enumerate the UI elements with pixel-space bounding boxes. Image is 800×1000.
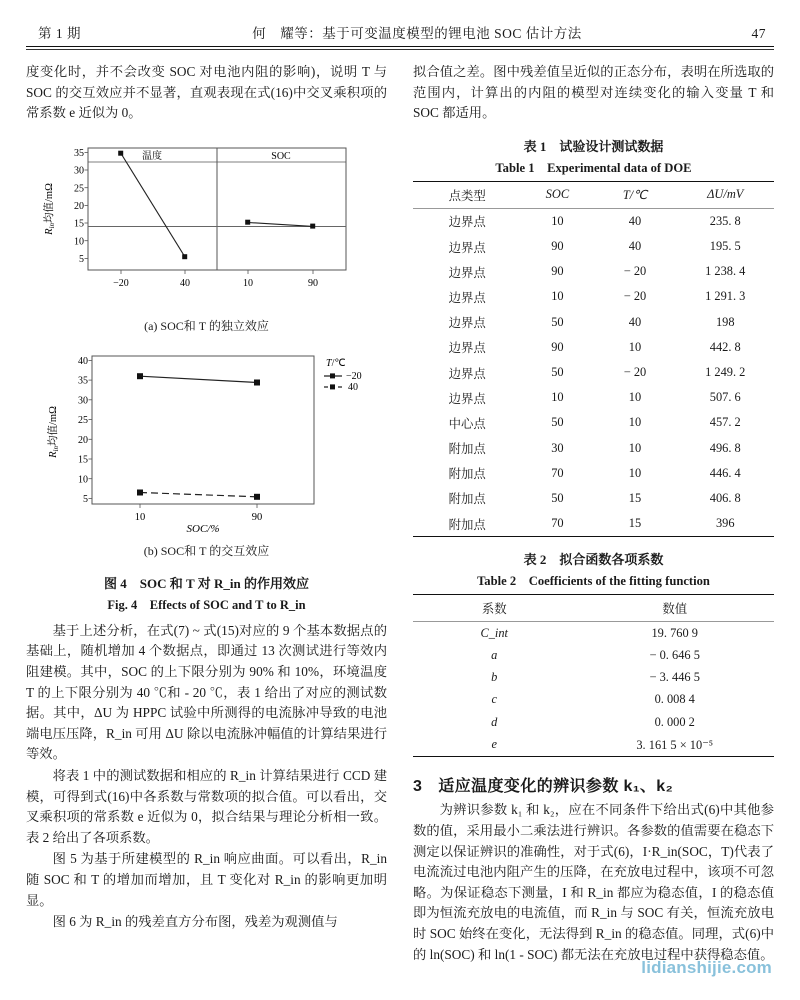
cell-coefficient: e xyxy=(413,733,575,757)
cell-du: 1 291. 3 xyxy=(705,289,746,304)
svg-text:20: 20 xyxy=(78,434,88,446)
svg-text:90: 90 xyxy=(308,277,318,289)
x-tick-marks-b xyxy=(140,504,257,508)
cell-temp: 40 xyxy=(628,314,642,329)
data-point xyxy=(310,223,315,228)
svg-text:25: 25 xyxy=(78,414,88,426)
table-1-col-soc: SOC xyxy=(521,181,593,208)
cell-point-type: 附加点 xyxy=(413,511,521,537)
data-point xyxy=(254,379,260,385)
cell-soc: 50 xyxy=(551,490,564,505)
cell-du: 1 249. 2 xyxy=(705,365,746,379)
table-row xyxy=(413,435,774,460)
cell-coefficient: c xyxy=(491,692,497,707)
figure-4b xyxy=(26,344,387,559)
x-axis-label-b: SOC/% xyxy=(186,522,220,534)
data-point xyxy=(137,373,143,379)
table-row xyxy=(413,335,774,360)
x-tick-marks xyxy=(121,270,313,274)
cell-temp: 40 xyxy=(628,239,642,254)
cell-point-type: 边界点 xyxy=(448,240,486,255)
figure-4a-caption: (a) SOC和 T 的独立效应 xyxy=(144,318,269,333)
page-number: 47 xyxy=(751,26,766,41)
table-2-header-row xyxy=(413,595,774,622)
article-running-title: 何 耀等：基于可变温度模型的锂电池 SOC 估计方法 xyxy=(252,26,582,41)
interaction-svg xyxy=(26,344,374,534)
legend-entry-minus20 xyxy=(324,371,362,382)
section-3-heading xyxy=(413,773,774,796)
table-row xyxy=(413,310,774,335)
svg-text:35: 35 xyxy=(74,147,84,159)
cell-du: 198 xyxy=(715,314,735,329)
paragraph-parameter-identification: 为辨识参数 k₁ 和 k₂，应在不同条件下给出式(6)中其他参数的值，采用最小二乘法进行辨识。各参数的值需要在稳态下测定以保证辨识的准确性，对于式(6)，I·R_in(SOC，T)代表了电流流过电池内阻产生的压降，在充放电过程中，该项不可忽略。为保证稳态下测量，I 和 R_in 都应为稳态值，I 的稳态值即为恒流充放电的电流值，而 R_in 与 SOC 有关，恒流充放电时 SOC 始终在变化，无法得到 R_in 的稳态值。同理，式(6)中的 ln(SOC) 和 ln(1 - SOC) 都无法在充放电过程中获得稳态值。 xyxy=(413,802,774,962)
svg-text:−20: −20 xyxy=(113,277,129,289)
cell-point-type: 边界点 xyxy=(448,341,486,356)
cell-temp: 10 xyxy=(628,339,642,354)
cell-coefficient: d xyxy=(491,714,498,729)
table-row xyxy=(413,360,774,385)
svg-text:10: 10 xyxy=(243,277,253,289)
cell-temp: 15 xyxy=(593,511,676,537)
cell-soc: 90 xyxy=(551,339,564,354)
table-2-body xyxy=(413,622,774,757)
table-2-col-value: 数值 xyxy=(575,595,774,622)
table-2-col-coefficient: 系数 xyxy=(413,595,575,622)
cell-temp: − 20 xyxy=(623,365,647,379)
y-tick-marks xyxy=(85,152,89,258)
two-column-layout xyxy=(26,62,774,966)
table-2-caption-cn: 表 2 拟合函数各项系数 xyxy=(523,552,664,568)
cell-du: 457. 2 xyxy=(709,415,741,430)
left-column xyxy=(26,62,387,966)
main-effects-chart xyxy=(26,134,387,314)
table-row xyxy=(413,622,774,645)
y-axis-label-b: Rin均值/mΩ xyxy=(48,405,60,458)
cell-soc: 50 xyxy=(551,365,564,379)
cell-value: − 3. 446 5 xyxy=(649,670,700,685)
table-1 xyxy=(413,181,774,537)
issue-label: 第 1 期 xyxy=(38,26,81,41)
svg-text:90: 90 xyxy=(251,511,263,523)
cell-soc: 10 xyxy=(551,390,564,405)
section-3-title: 适应温度变化的辨识参数 k₁、k₂ xyxy=(438,778,674,796)
table-row xyxy=(413,511,774,537)
series-temperature xyxy=(121,153,185,257)
data-point xyxy=(182,254,187,259)
table-row xyxy=(413,208,774,234)
cell-temp: 10 xyxy=(628,415,642,430)
y-axis-ticks-b xyxy=(78,356,88,505)
svg-text:40: 40 xyxy=(78,355,88,367)
svg-text:−20: −20 xyxy=(346,370,362,382)
y-axis-label: Rin均值/mΩ xyxy=(44,182,56,235)
cell-du: 396 xyxy=(677,511,775,537)
panel-title-soc: SOC xyxy=(271,150,291,162)
cell-coefficient: b xyxy=(491,670,498,685)
svg-text:10: 10 xyxy=(134,511,146,523)
main-effects-svg xyxy=(26,134,366,309)
svg-text:10: 10 xyxy=(74,236,84,248)
figure-4-number-en: Fig. 4 Effects of SOC and T to R_in xyxy=(107,597,306,612)
svg-text:40: 40 xyxy=(180,277,190,289)
svg-text:15: 15 xyxy=(78,454,88,466)
cell-point-type: 边界点 xyxy=(448,290,486,305)
paragraph-continued: 度变化时，并不会改变 SOC 对电池内阻的影响)，说明 T 与 SOC 的交互效应并不显著，直观表现在式(16)中交叉乘积项的常系数 e 近似为 0。 xyxy=(26,64,387,121)
data-point xyxy=(254,494,260,500)
figure-4b-caption: (b) SOC和 T 的交互效应 xyxy=(143,543,270,558)
cell-du: 406. 8 xyxy=(709,490,741,505)
svg-text:30: 30 xyxy=(78,395,88,407)
cell-temp: 10 xyxy=(628,465,642,480)
svg-text:25: 25 xyxy=(74,183,84,195)
data-point xyxy=(245,219,250,224)
table-1-body xyxy=(413,208,774,536)
cell-soc: 90 xyxy=(551,239,564,254)
cell-value: 0. 008 4 xyxy=(654,692,695,707)
legend-title: T/℃ xyxy=(326,357,346,369)
cell-coefficient: C_int xyxy=(480,625,508,640)
cell-temp: 40 xyxy=(628,213,642,228)
cell-point-type: 附加点 xyxy=(448,467,486,482)
svg-text:40: 40 xyxy=(348,381,358,393)
cell-du: 1 238. 4 xyxy=(705,264,746,279)
legend-entry-40 xyxy=(324,382,358,393)
cell-temp: − 20 xyxy=(623,264,647,279)
series-soc xyxy=(248,222,313,226)
paragraph-response-surface: 图 5 为基于所建模型的 R_in 响应曲面。可以看出，R_in 随 SOC 和 T 的增加而增加，且 T 变化对 R_in 的影响更加明显。 xyxy=(26,851,387,908)
table-row xyxy=(413,284,774,309)
table-1-header-row xyxy=(413,181,774,208)
cell-temp: 15 xyxy=(628,490,642,505)
cell-temp: 10 xyxy=(628,390,642,405)
cell-value: 0. 000 2 xyxy=(654,714,695,729)
svg-text:20: 20 xyxy=(74,200,84,212)
figure-4-number-cn: 图 4 SOC 和 T 对 R_in 的作用效应 xyxy=(104,575,309,591)
table-row xyxy=(413,486,774,511)
table-row xyxy=(413,259,774,284)
table-row xyxy=(413,385,774,410)
cell-du: 496. 8 xyxy=(709,440,741,455)
svg-text:5: 5 xyxy=(83,493,88,505)
cell-du: 446. 4 xyxy=(709,465,741,480)
cell-point-type: 边界点 xyxy=(448,366,486,381)
series-40 xyxy=(140,492,257,496)
cell-soc: 10 xyxy=(551,289,564,304)
header-divider xyxy=(26,46,774,50)
paragraph-ccd-model: 将表 1 中的测试数据和相应的 R_in 计算结果进行 CCD 建模，可得到式(16)中各系数与常数项的拟合值。可以看出，交叉乘积项的常系数 e 近似为 0，拟合结果与理论分析相一致。表 2 给出了各项系数。 xyxy=(26,767,387,845)
cell-point-type: 边界点 xyxy=(448,215,486,230)
cell-soc: 90 xyxy=(551,264,564,279)
cell-soc: 50 xyxy=(551,415,564,430)
cell-temp: 10 xyxy=(628,440,642,455)
cell-point-type: 中心点 xyxy=(448,416,486,431)
cell-du: 442. 8 xyxy=(709,339,741,354)
data-point xyxy=(118,150,123,155)
table-2 xyxy=(413,594,774,757)
svg-text:10: 10 xyxy=(78,474,88,486)
cell-value: 19. 760 9 xyxy=(651,625,698,640)
cell-soc: 70 xyxy=(521,511,593,537)
cell-soc: 70 xyxy=(551,465,564,480)
table-1-col-temperature: T/℃ xyxy=(593,181,676,208)
cell-soc: 50 xyxy=(551,314,564,329)
site-watermark: lidianshijie.com xyxy=(641,958,772,977)
table-row xyxy=(413,711,774,733)
table-row xyxy=(413,733,774,757)
data-point xyxy=(137,489,143,495)
table-1-col-delta-u: ΔU/mV xyxy=(677,181,775,208)
table-row xyxy=(413,689,774,711)
table-row xyxy=(413,667,774,689)
paragraph-residual-histogram: 图 6 为 R_in 的残差直方分布图，残差为观测值与 xyxy=(52,914,338,930)
table-1-caption-cn: 表 1 试验设计测试数据 xyxy=(523,138,664,154)
cell-soc: 30 xyxy=(551,440,564,455)
cell-value: − 0. 646 5 xyxy=(649,648,700,662)
paragraph-doe-setup: 基于上述分析，在式(7) ~ 式(15)对应的 9 个基本数据点的基础上，随机增加 4 个数据点，即通过 13 次测试进行等效内阻建模。其中，SOC 的上下限分别为 90% 和 10%，环境温度 T 的上下限分别为 40 ℃和 - 20 ℃，表 1 给出了对应的测试数据。其中，ΔU 为 HPPC 试验中所测得的电流脉冲导致的电池端电压压降，R_in 可用 ΔU 除以电流脉冲幅值的计算结果进行等效。 xyxy=(26,622,387,762)
cell-point-type: 边界点 xyxy=(448,391,486,406)
table-1-col-point-type: 点类型 xyxy=(413,181,521,208)
figure-4a xyxy=(26,134,387,334)
cell-temp: − 20 xyxy=(623,289,647,304)
x-axis-ticks xyxy=(113,278,318,289)
cell-value: 3. 161 5 × 10⁻⁵ xyxy=(575,733,774,757)
interaction-chart xyxy=(26,344,387,539)
cell-du: 235. 8 xyxy=(709,213,741,228)
svg-text:5: 5 xyxy=(79,253,84,265)
cell-point-type: 附加点 xyxy=(448,442,486,457)
y-tick-marks-b xyxy=(89,360,93,498)
cell-du: 507. 6 xyxy=(709,390,741,405)
table-1-caption-en: Table 1 Experimental data of DOE xyxy=(495,160,692,175)
running-head xyxy=(26,22,774,42)
table-row xyxy=(413,234,774,259)
paragraph-residual-continued: 拟合值之差。图中残差值呈近似的正态分布，表明在所选取的范围内，计算出的内阻的模型对连续变化的输入变量 T 和 SOC 都适用。 xyxy=(413,64,774,121)
svg-text:30: 30 xyxy=(74,165,84,177)
cell-point-type: 附加点 xyxy=(448,492,486,507)
table-row xyxy=(413,461,774,486)
section-3-number: 3 xyxy=(413,778,423,796)
cell-soc: 10 xyxy=(551,213,564,228)
right-column xyxy=(413,62,774,966)
y-axis-ticks xyxy=(74,148,84,265)
cell-du: 195. 5 xyxy=(709,239,741,254)
cell-point-type: 边界点 xyxy=(448,265,486,280)
svg-text:35: 35 xyxy=(78,375,88,387)
table-row xyxy=(413,410,774,435)
series-minus20 xyxy=(140,376,257,382)
cell-coefficient: a xyxy=(491,648,498,662)
panel-title-temperature: 温度 xyxy=(142,150,162,162)
svg-text:15: 15 xyxy=(74,218,84,230)
table-row xyxy=(413,644,774,666)
table-2-caption-en: Table 2 Coefficients of the fitting function xyxy=(477,574,710,589)
x-axis-ticks-b xyxy=(135,512,263,523)
cell-point-type: 边界点 xyxy=(448,316,486,331)
